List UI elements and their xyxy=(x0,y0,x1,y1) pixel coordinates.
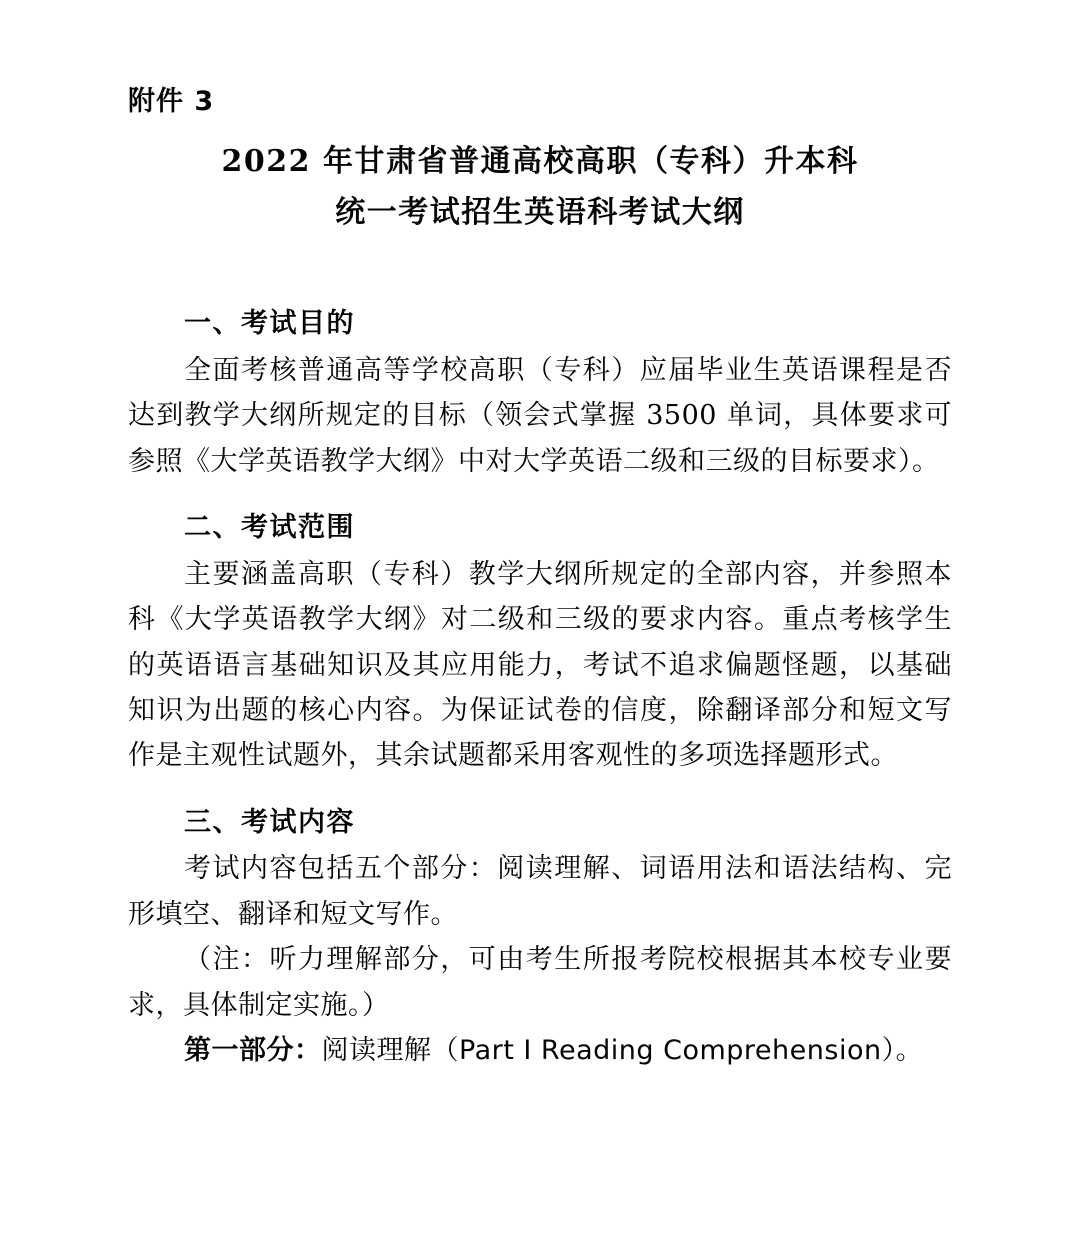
section-heading-exam-purpose: 一、考试目的 xyxy=(184,308,355,340)
part-one-text-cn: 阅读理解（ xyxy=(321,1034,459,1066)
page-title-line-2: 统一考试招生英语科考试大纲 xyxy=(335,195,745,231)
section-heading-exam-scope: 二、考试范围 xyxy=(184,512,355,544)
part-one-label: 第一部分： xyxy=(184,1034,322,1066)
section-heading-exam-content: 三、考试内容 xyxy=(184,806,355,838)
part-one-line xyxy=(128,1028,952,1073)
section-paragraph-exam-content-1: 考试内容包括五个部分：阅读理解、词语用法和语法结构、完形填空、翻译和短文写作。 xyxy=(128,853,952,930)
part-one-text-tail: ）。 xyxy=(881,1034,924,1066)
section-paragraph-exam-content-note: （注：听力理解部分，可由考生所报考院校根据其本校专业要求，具体制定实施。） xyxy=(128,944,952,1021)
section-paragraph-exam-scope: 主要涵盖高职（专科）教学大纲所规定的全部内容，并参照本科《大学英语教学大纲》对二级和三级的要求内容。重点考核学生的英语语言基础知识及其应用能力，考试不追求偏题怪题，以基础知识为出题的核心内容。为保证试卷的信度，除翻译部分和短文写作是主观性试题外，其余试题都采用客观性的多项选择题形式。 xyxy=(128,558,952,772)
attachment-label: 附件 3 xyxy=(128,86,215,117)
section-paragraph-exam-purpose: 全面考核普通高等学校高职（专科）应届毕业生英语课程是否达到教学大纲所规定的目标（领会式掌握 3500 单词，具体要求可参照《大学英语教学大纲》中对大学英语二级和三级的目标要求）。 xyxy=(128,355,952,477)
page-title-line-1: 2022 年甘肃省普通高校高职（专科）升本科 xyxy=(221,144,859,180)
page-title xyxy=(128,136,952,238)
part-one-text-en: Part Ⅰ Reading Comprehension xyxy=(459,1034,882,1066)
